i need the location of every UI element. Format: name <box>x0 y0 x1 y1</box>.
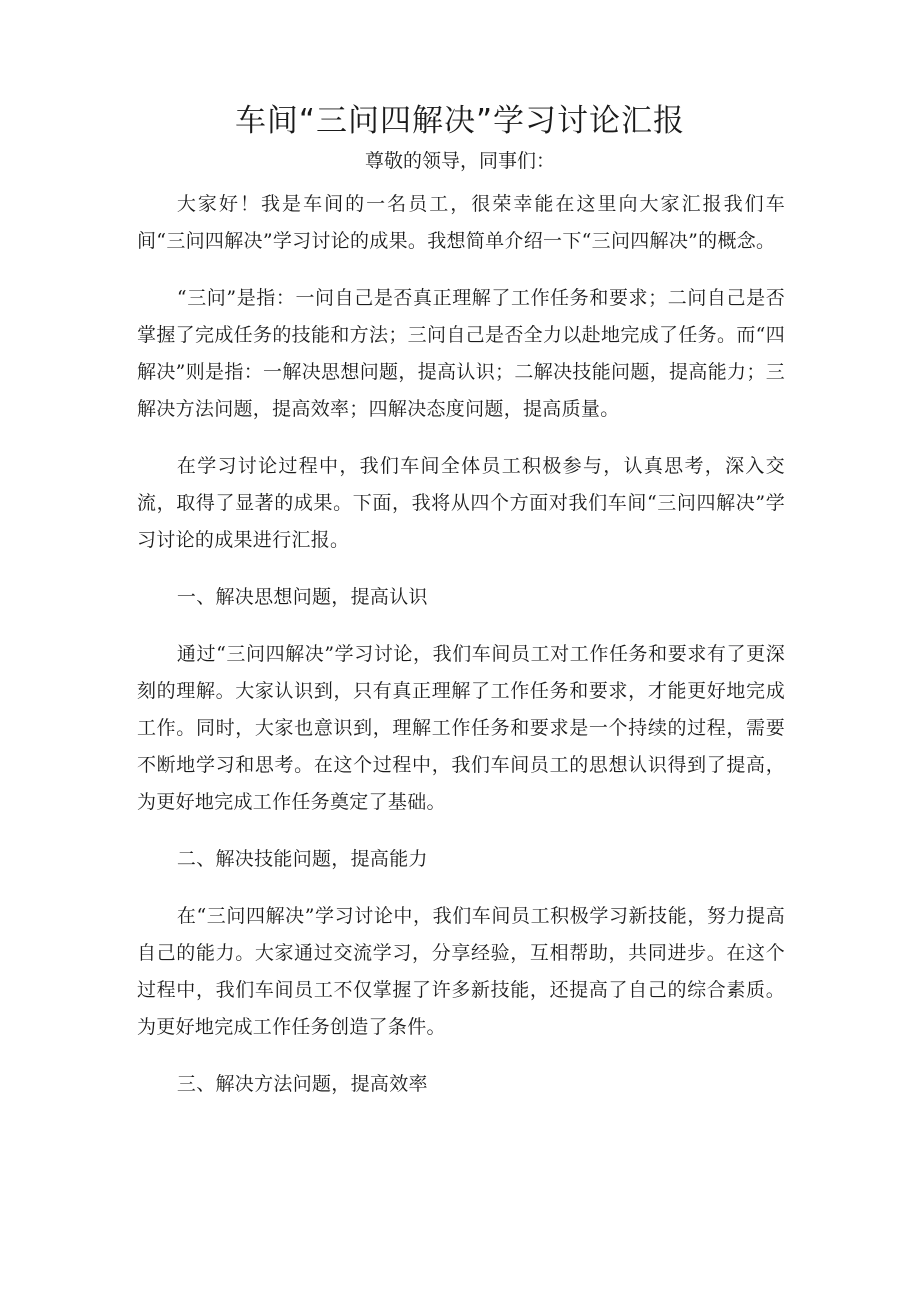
intro-paragraph: 大家好！我是车间的一名员工，很荣幸能在这里向大家汇报我们车间“三问四解决”学习讨论的成果。我想简单介绍一下“三问四解决”的概念。 <box>137 193 785 252</box>
section-heading-3: 三、解决方法问题，提高效率 <box>176 1073 428 1095</box>
document-title: 车间“三问四解决”学习讨论汇报 <box>234 103 686 139</box>
definition-paragraph: “三问”是指：一问自己是否真正理解了工作任务和要求；二问自己是否掌握了完成任务的技能和方法；三问自己是否全力以赴地完成了任务。而“四解决”则是指：一解决思想问题，提高认识；二解决技能问题，提高能力；三解决方法问题，提高效率；四解决态度问题，提高质量。 <box>137 287 785 420</box>
section-heading-1: 一、解决思想问题，提高认识 <box>176 586 428 608</box>
section-text-2: 在“三问四解决”学习讨论中，我们车间员工积极学习新技能，努力提高自己的能力。大家通过交流学习，分享经验，互相帮助，共同进步。在这个过程中，我们车间员工不仅掌握了许多新技能，还提高了自己的综合素质。为更好地完成工作任务创造了条件。 <box>137 905 785 1038</box>
document-body <box>137 186 785 1123</box>
overview-paragraph: 在学习讨论过程中，我们车间全体员工积极参与，认真思考，深入交流，取得了显著的成果。下面，我将从四个方面对我们车间“三问四解决”学习讨论的成果进行汇报。 <box>137 455 785 551</box>
section-text-1: 通过“三问四解决”学习讨论，我们车间员工对工作任务和要求有了更深刻的理解。大家认识到，只有真正理解了工作任务和要求，才能更好地完成工作。同时，大家也意识到，理解工作任务和要求是一个持续的过程，需要不断地学习和思考。在这个过程中，我们车间员工的思想认识得到了提高，为更好地完成工作任务奠定了基础。 <box>137 643 785 813</box>
salutation: 尊敬的领导，同事们： <box>364 150 555 172</box>
section-heading-2: 二、解决技能问题，提高能力 <box>176 848 428 870</box>
